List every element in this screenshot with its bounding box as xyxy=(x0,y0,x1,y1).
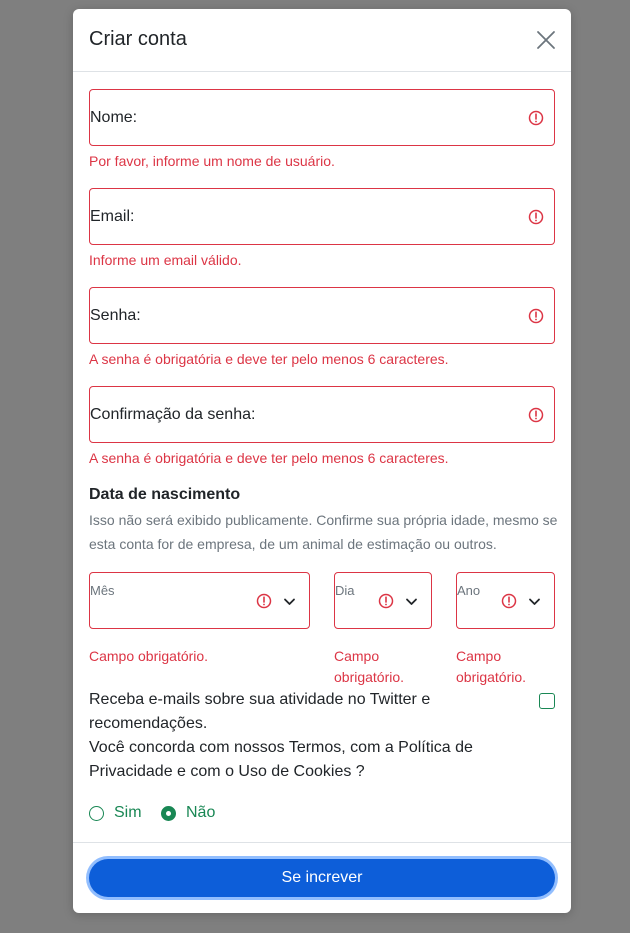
error-icon xyxy=(528,308,544,324)
year-error xyxy=(456,646,526,688)
day-error-line1: Campo xyxy=(334,648,380,664)
submit-button[interactable]: Se increver xyxy=(89,859,555,897)
day-error xyxy=(334,646,404,688)
email-error: Informe um email válido. xyxy=(89,252,242,268)
day-error-line2: obrigatório. xyxy=(334,669,405,685)
email-field[interactable] xyxy=(89,188,555,245)
month-label: Mês xyxy=(90,583,115,598)
year-error-line2: obrigatório. xyxy=(456,669,527,685)
password-confirm-label: Confirmação da senha: xyxy=(90,406,256,423)
password-label: Senha: xyxy=(90,307,141,324)
error-icon xyxy=(528,110,544,126)
month-error: Campo obrigatório. xyxy=(89,648,209,664)
radio-no-label: Não xyxy=(186,804,216,821)
chevron-down-icon xyxy=(528,595,541,608)
year-select[interactable] xyxy=(456,572,555,629)
close-button[interactable] xyxy=(535,29,557,51)
password-confirm-input[interactable] xyxy=(90,387,554,442)
birthdate-description: Isso não será exibido publicamente. Confirme sua própria idade, mesmo se esta conta for de empresa, de um animal de estimação ou outros. xyxy=(89,512,558,552)
terms-consent-text: Você concorda com nossos Termos, com a Política de Privacidade e com o Uso de Cookies ? xyxy=(89,739,473,780)
name-label: Nome: xyxy=(90,109,138,126)
month-select[interactable] xyxy=(89,572,310,629)
modal-footer xyxy=(73,842,571,913)
emails-checkbox[interactable] xyxy=(539,693,555,709)
error-icon xyxy=(528,209,544,225)
emails-consent-text: Receba e-mails sobre sua atividade no Twitter e recomendações. xyxy=(89,691,431,732)
signup-modal xyxy=(73,9,571,913)
email-input[interactable] xyxy=(90,189,554,244)
error-icon xyxy=(501,593,517,609)
password-confirm-error: A senha é obrigatória e deve ter pelo menos 6 caracteres. xyxy=(89,450,449,466)
year-error-line1: Campo xyxy=(456,648,502,664)
year-label: Ano xyxy=(457,583,481,598)
radio-yes-circle[interactable] xyxy=(89,806,104,821)
email-label: Email: xyxy=(90,208,135,225)
name-input[interactable] xyxy=(90,90,554,145)
password-input[interactable] xyxy=(90,288,554,343)
name-field[interactable] xyxy=(89,89,555,146)
modal-title: Criar conta xyxy=(89,28,187,50)
error-icon xyxy=(378,593,394,609)
modal-header xyxy=(73,9,571,72)
birthdate-title: Data de nascimento xyxy=(89,486,241,503)
password-field[interactable] xyxy=(89,287,555,344)
password-error: A senha é obrigatória e deve ter pelo menos 6 caracteres. xyxy=(89,351,449,367)
chevron-down-icon xyxy=(405,595,418,608)
radio-no-circle[interactable] xyxy=(161,806,176,821)
close-icon xyxy=(535,29,557,51)
chevron-down-icon xyxy=(283,595,296,608)
day-label: Dia xyxy=(335,583,355,598)
radio-no[interactable] xyxy=(161,804,215,822)
consent-text xyxy=(89,688,529,784)
error-icon xyxy=(256,593,272,609)
error-icon xyxy=(528,407,544,423)
password-confirm-field[interactable] xyxy=(89,386,555,443)
radio-yes-label: Sim xyxy=(114,804,142,821)
name-error: Por favor, informe um nome de usuário. xyxy=(89,153,335,169)
radio-yes[interactable] xyxy=(89,804,142,822)
day-select[interactable] xyxy=(334,572,432,629)
